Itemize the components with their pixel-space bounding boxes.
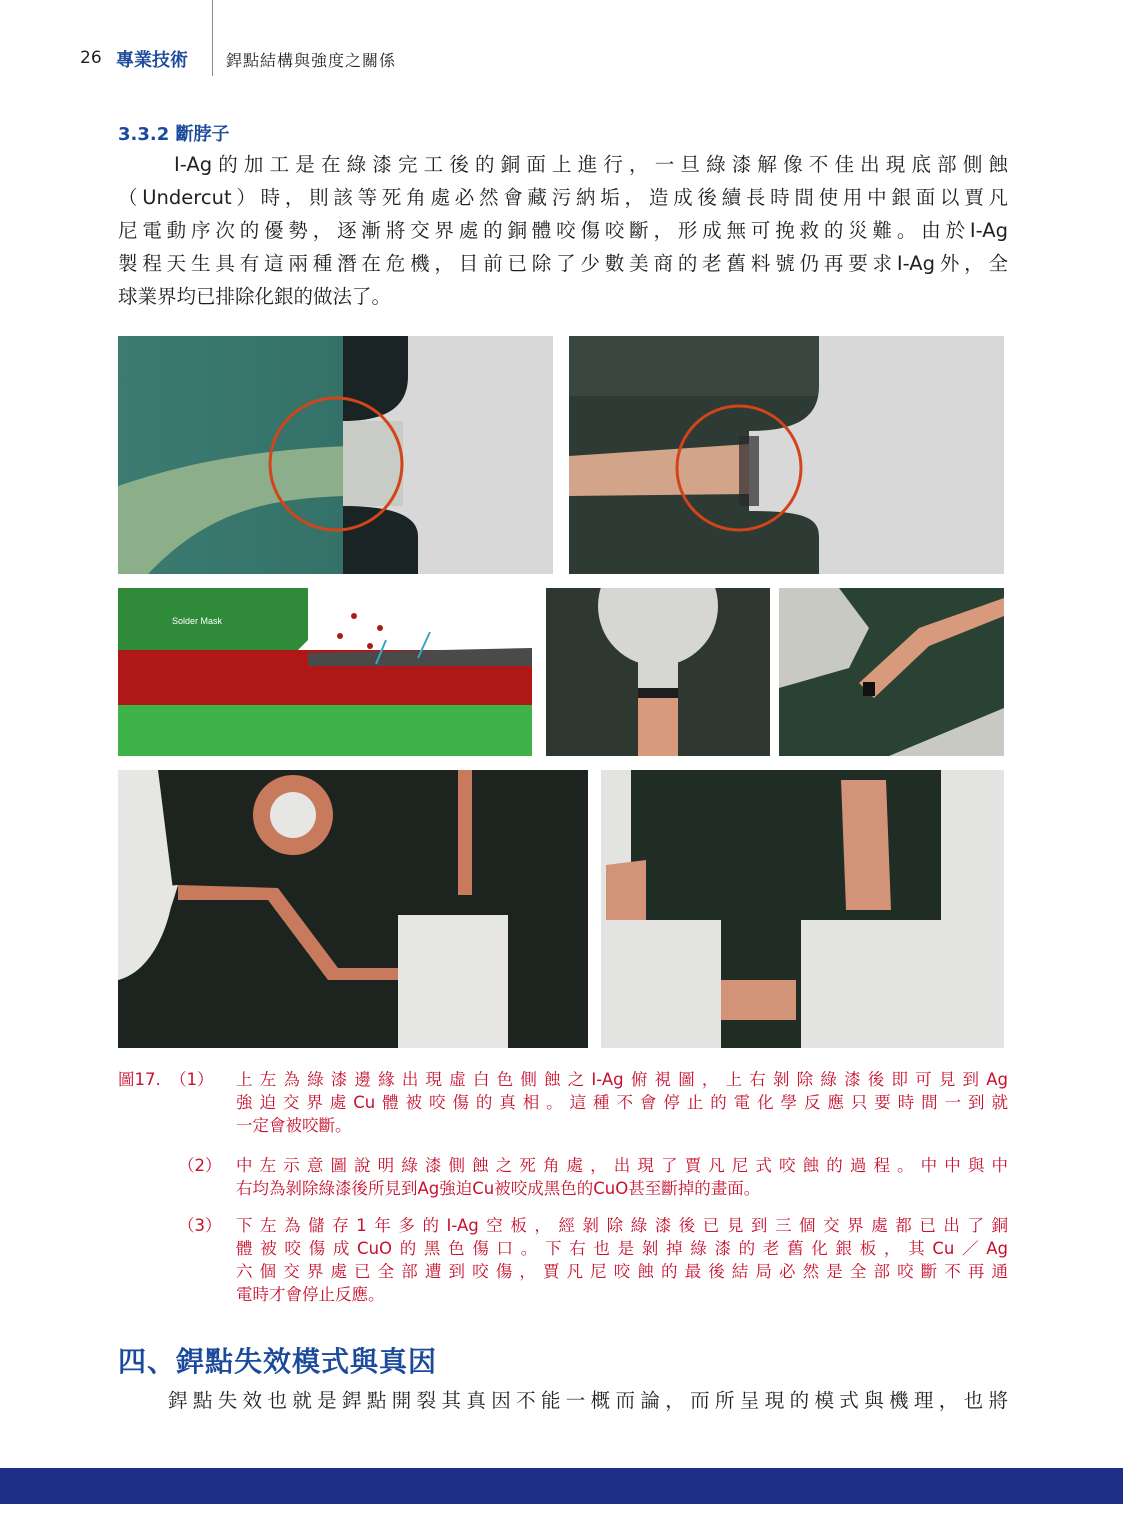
paragraph-line: 銲點失效也就是銲點開裂其真因不能一概而論，而所呈現的模式與機理，也將 — [168, 1389, 1008, 1412]
photo-middle-right — [779, 588, 1004, 756]
paragraph-line: 球業界均已排除化銀的做法了。 — [118, 285, 392, 308]
caption-item-label: （2） — [178, 1156, 222, 1175]
header-divider — [212, 0, 213, 76]
header-title: 銲點結構與強度之關係 — [226, 51, 397, 70]
page-number: 26 — [80, 48, 102, 68]
caption-line: 電時才會停止反應。 — [236, 1285, 385, 1304]
solder-mask-label: Solder Mask — [172, 616, 223, 626]
caption-line: 下左為儲存1年多的I-Ag空板，經剝除綠漆後已見到三個交界處都已出了銅 — [236, 1216, 1008, 1235]
body-paragraph-1 — [118, 148, 1008, 313]
caption-line: 體被咬傷成CuO的黑色傷口。下右也是剝掉綠漆的老舊化銀板，其Cu／Ag — [236, 1239, 1008, 1258]
body-paragraph-2 — [118, 1384, 1008, 1417]
photo-top-right-stripped — [569, 336, 1004, 574]
figure-label: 圖17. — [118, 1070, 161, 1089]
running-header — [0, 0, 1123, 80]
paragraph-line: 製程天生具有這兩種潛在危機，目前已除了少數美商的老舊料號仍再要求I-Ag外，全 — [118, 252, 1008, 275]
section-heading: 四、銲點失效模式與真因 — [118, 1345, 438, 1378]
photo-top-left-undercut — [118, 336, 553, 574]
caption-line: 中左示意圖說明綠漆側蝕之死角處，出現了賈凡尼式咬蝕的過程。中中與中 — [236, 1156, 1008, 1175]
caption-line: 一定會被咬斷。 — [236, 1116, 352, 1135]
photo-bottom-right — [601, 770, 1004, 1048]
caption-item-label: （1） — [170, 1070, 214, 1089]
figure-caption — [118, 1068, 1008, 1318]
paragraph-line: 尼電動序次的優勢，逐漸將交界處的銅體咬傷咬斷，形成無可挽救的災難。由於I-Ag — [118, 219, 1008, 242]
subsection-title: 3.3.2 斷脖子 — [118, 124, 230, 145]
diagram-galvanic-corrosion — [118, 588, 532, 756]
header-section: 專業技術 — [116, 50, 188, 71]
caption-line: 強迫交界處Cu體被咬傷的真相。這種不會停止的電化學反應只要時間一到就 — [236, 1093, 1008, 1112]
footer-bar — [0, 1468, 1123, 1504]
paragraph-line: I-Ag的加工是在綠漆完工後的銅面上進行，一旦綠漆解像不佳出現底部側蝕 — [174, 153, 1008, 176]
paragraph-line: （Undercut）時，則該等死角處必然會藏污納垢，造成後續長時間使用中銀面以賈凡 — [118, 186, 1008, 209]
caption-line: 上左為綠漆邊緣出現虛白色側蝕之I-Ag俯視圖，上右剝除綠漆後即可見到Ag — [236, 1070, 1008, 1089]
photo-bottom-left — [118, 770, 588, 1048]
caption-item-label: （3） — [178, 1216, 222, 1235]
caption-line: 右均為剝除綠漆後所見到Ag強迫Cu被咬成黑色的CuO甚至斷掉的畫面。 — [236, 1179, 761, 1198]
caption-line: 六個交界處已全部遭到咬傷，賈凡尼咬蝕的最後結局必然是全部咬斷不再通 — [236, 1262, 1008, 1281]
photo-middle-center — [546, 588, 770, 756]
